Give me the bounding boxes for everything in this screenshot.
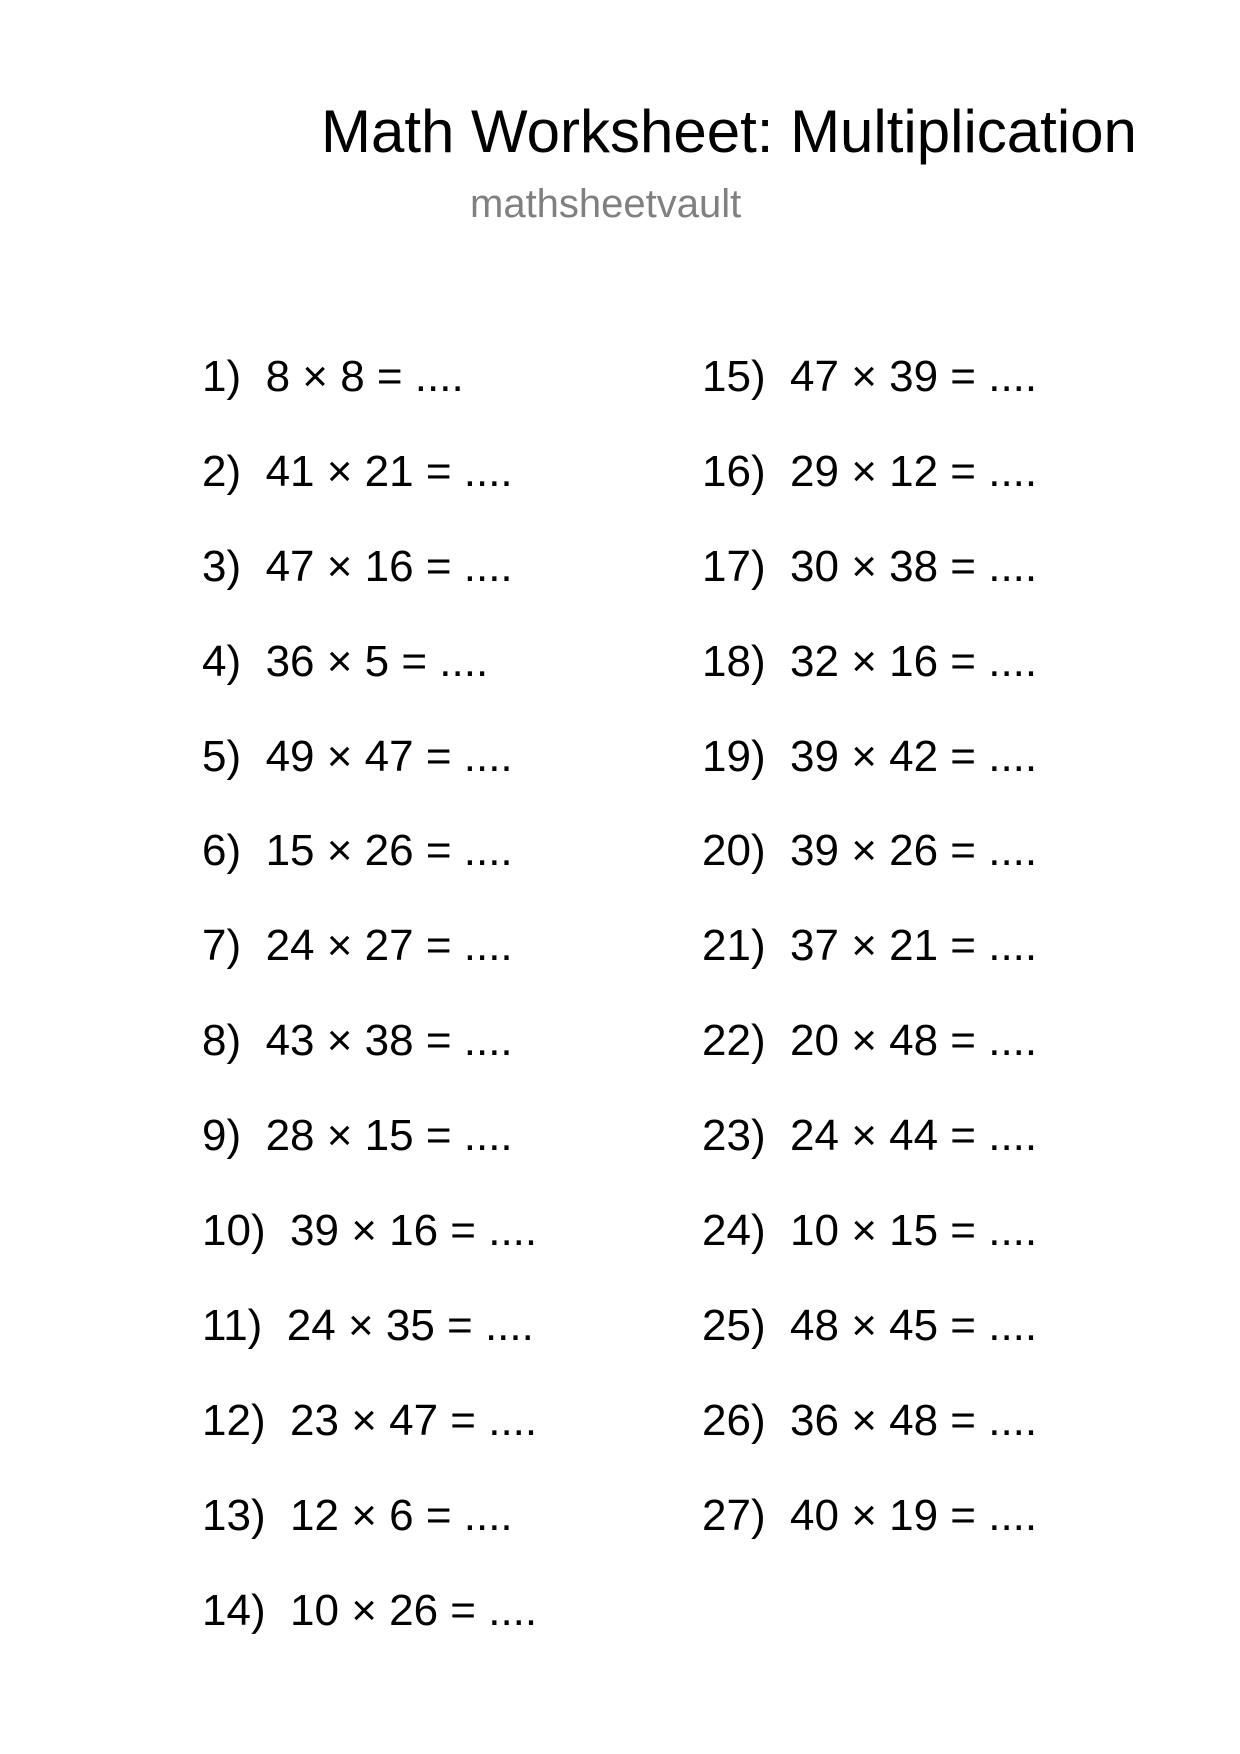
- problem-21: 21) 37 × 21 = ....: [702, 921, 1038, 971]
- problem-8: 8) 43 × 38 = ....: [202, 1016, 513, 1066]
- problem-10: 10) 39 × 16 = ....: [202, 1206, 538, 1256]
- problem-17: 17) 30 × 38 = ....: [702, 541, 1038, 591]
- problem-24: 24) 10 × 15 = ....: [702, 1206, 1038, 1256]
- problem-9: 9) 28 × 15 = ....: [202, 1111, 513, 1161]
- problem-18: 18) 32 × 16 = ....: [702, 636, 1038, 686]
- problem-23: 23) 24 × 44 = ....: [702, 1111, 1038, 1161]
- worksheet-source: mathsheetvault: [470, 182, 742, 226]
- problem-22: 22) 20 × 48 = ....: [702, 1016, 1038, 1066]
- problem-7: 7) 24 × 27 = ....: [202, 921, 513, 971]
- problem-list-right: [702, 352, 1037, 1586]
- problem-27: 27) 40 × 19 = ....: [702, 1490, 1038, 1540]
- problem-19: 19) 39 × 42 = ....: [702, 731, 1038, 781]
- problem-20: 20) 39 × 26 = ....: [702, 826, 1038, 876]
- problem-5: 5) 49 × 47 = ....: [202, 731, 513, 781]
- worksheet-title: Math Worksheet: Multiplication: [321, 98, 1137, 165]
- problem-26: 26) 36 × 48 = ....: [702, 1395, 1038, 1445]
- problem-16: 16) 29 × 12 = ....: [702, 446, 1038, 496]
- problem-1: 1) 8 × 8 = ....: [202, 352, 464, 401]
- problem-25: 25) 48 × 45 = ....: [702, 1300, 1038, 1350]
- problem-3: 3) 47 × 16 = ....: [202, 541, 513, 591]
- problem-13: 13) 12 × 6 = ....: [202, 1490, 513, 1540]
- problem-2: 2) 41 × 21 = ....: [202, 446, 513, 496]
- problem-12: 12) 23 × 47 = ....: [202, 1395, 538, 1445]
- problem-list-left: [202, 352, 537, 1680]
- problem-11: 11) 24 × 35 = ....: [202, 1300, 534, 1350]
- problem-14: 14) 10 × 26 = ....: [202, 1585, 538, 1635]
- problem-4: 4) 36 × 5 = ....: [202, 636, 489, 686]
- problem-6: 6) 15 × 26 = ....: [202, 826, 513, 876]
- problem-15: 15) 47 × 39 = ....: [702, 352, 1038, 401]
